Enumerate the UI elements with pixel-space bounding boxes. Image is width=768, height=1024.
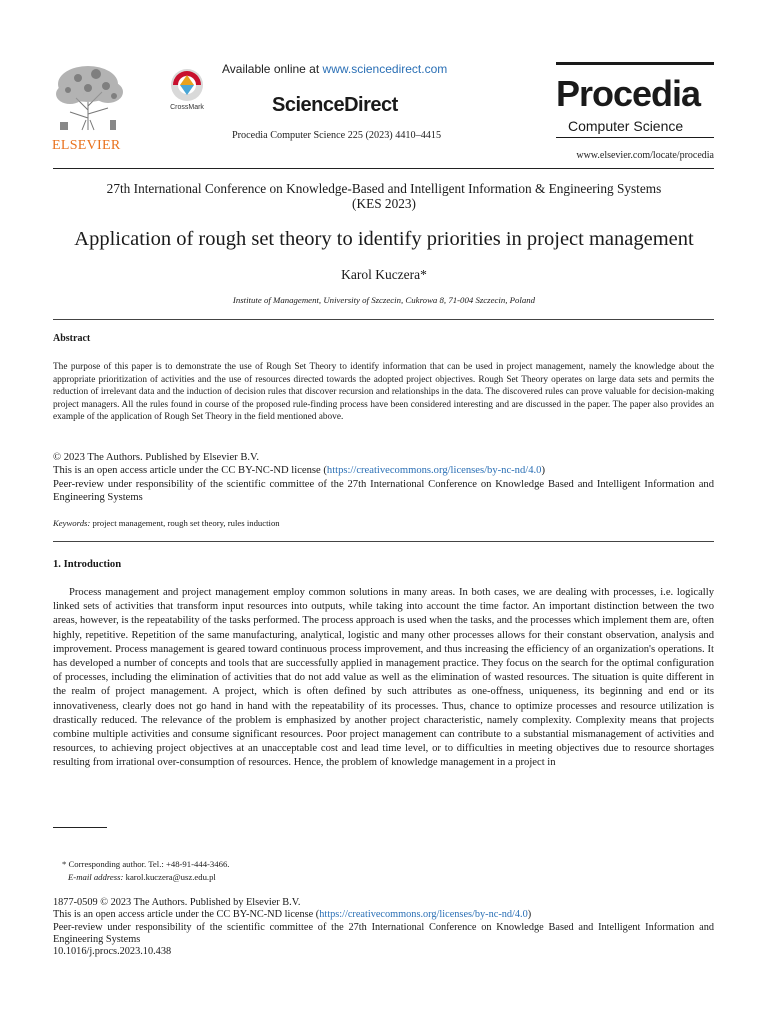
sciencedirect-link[interactable]: www.sciencedirect.com	[322, 62, 448, 76]
elsevier-tree-icon	[52, 62, 128, 132]
page-footer	[53, 897, 714, 958]
conference-name	[40, 181, 728, 211]
keywords	[53, 518, 280, 528]
procedia-logo	[556, 62, 714, 139]
author-name: Karol Kuczera*	[341, 267, 427, 282]
journal-citation: Procedia Computer Science 225 (2023) 4410–4415	[232, 130, 442, 141]
paper-title: Application of rough set theory to identify priorities in project management	[74, 228, 694, 250]
sciencedirect-brand: ScienceDirect	[272, 94, 398, 116]
procedia-brand: Procedia	[556, 73, 701, 114]
abstract-license-line: This is an open access article under the CC BY-NC-ND license (https://creativecommons.org/licenses/by-nc-nd/4.0)	[53, 465, 545, 477]
abstract-heading: Abstract	[53, 333, 91, 344]
journal-url[interactable]: www.elsevier.com/locate/procedia	[576, 150, 714, 161]
crossmark-label: CrossMark	[170, 104, 204, 111]
author-email-value[interactable]: karol.kuczera@usz.edu.pl	[123, 871, 216, 882]
abstract-top-rule	[53, 319, 714, 320]
footer-license-line: This is an open access article under the CC BY-NC-ND license (https://creativecommons.org/licenses/by-nc-nd/4.0)	[53, 909, 532, 921]
section-heading-introduction: 1. Introduction	[53, 559, 122, 570]
available-online-prefix: Available online at	[222, 62, 323, 76]
keywords-label: Keywords:	[53, 518, 91, 528]
corresponding-author: * Corresponding author. Tel.: +48-91-444-3466.	[62, 859, 230, 869]
footnote	[62, 858, 229, 884]
available-online	[222, 62, 462, 76]
header-rule	[53, 168, 714, 169]
procedia-subtitle: Computer Science	[568, 118, 684, 134]
footer-license-link[interactable]: https://creativecommons.org/licenses/by-nc-nd/4.0	[319, 909, 528, 921]
footer-doi[interactable]: 10.1016/j.procs.2023.10.438	[53, 946, 172, 958]
affiliation: Institute of Management, University of Szczecin, Cukrowa 8, 71-004 Szczecin, Poland	[232, 295, 536, 305]
abstract-text: The purpose of this paper is to demonstrate the use of Rough Set Theory to identify information that can be used in project management, namely the knowledge about the appropriate prioritization of activities and the use of resources directed towards the adopted project objectives. Rough Set Theory operates on large data sets and permits the reduction of irrelevant data and the induction of decision rules that discover recursion and relationships in the data. The discovered rules can prove valuable for decision-making project managers. All the rules found in course of the proposed rule-finding process have been considered interesting and are discussed in the paper. The paper also provides an example of the application of Rough Set Theory in the field mentioned above.	[53, 362, 714, 423]
footnote-rule	[53, 827, 107, 828]
crossmark-badge[interactable]	[163, 68, 211, 118]
abstract-license	[53, 451, 714, 505]
footer-peer-review: Peer-review under responsibility of the scientific committee of the 27th International Conference on Knowledge Based and Intelligent Information and Engineering Systems	[53, 921, 714, 945]
keywords-text: project management, rough set theory, rules induction	[90, 518, 280, 528]
crossmark-icon	[170, 68, 204, 102]
footer-issn-line: 1877-0509 © 2023 The Authors. Published by Elsevier B.V.	[53, 897, 301, 908]
abstract-peer-review: Peer-review under responsibility of the scientific committee of the 27th International Conference on Knowledge Based and Intelligent Information and Engineering Systems	[53, 478, 714, 504]
introduction-paragraph: Process management and project management employ common solutions in many areas. In both cases, we are dealing with processes, i.e. logically linked sets of activities that transform input resources into outputs, while taking into account the time factor. An important distinction between the two areas, however, is the repeatability of the tasks performed. The process approach is used when the tasks, and the processes which implement them are, often highly, repetitive. Repetition of the same manufacturing, analytical, logistic and many other processes allows for their constant observation, analysis and improvement. Process management is geared toward continuous process improvement, and thus increasing the efficiency of an organization's operations. It has developed a number of concepts and tools that are successfully applied in management practice. They focus on the search for the optimal configuration of processes, including the elimination of activities that do not add value as well as the elimination of wasted resources. The situation is quite different in the realm of project management. A project, which is often defined by such attributes as one-offness, uniqueness, its beginning and end or its innovativeness, clearly does not go hand in hand with the repeatability of its processes. Thus, chance to optimize processes and resource utilization is drastically reduced. The relevance of the problem is emphasized by another project characteristic, namely complexity. Complexity means that projects combine multiple activities and consume significant resources. Poor project management can contribute to a substantial mismanagement of activities and resources, to achieving project objectives at an unacceptable cost and lead time level, or to difficulties in meeting objectives due to resource shortages resulting from irrational over-consumption of resources. Hence, the problem of knowledge management in a project in	[53, 587, 714, 769]
abstract-license-link[interactable]: https://creativecommons.org/licenses/by-nc-nd/4.0	[326, 465, 542, 477]
conference-line-1: 27th International Conference on Knowledge-Based and Intelligent Information & Engineering Systems	[106, 181, 662, 196]
elsevier-logo	[52, 62, 128, 153]
abstract-bottom-rule	[53, 541, 714, 542]
abstract-copyright: © 2023 The Authors. Published by Elsevier B.V.	[53, 452, 259, 463]
elsevier-wordmark: ELSEVIER	[52, 138, 121, 153]
author-email: E-mail address: karol.kuczera@usz.edu.pl	[68, 871, 216, 882]
conference-line-2: (KES 2023)	[352, 196, 416, 211]
